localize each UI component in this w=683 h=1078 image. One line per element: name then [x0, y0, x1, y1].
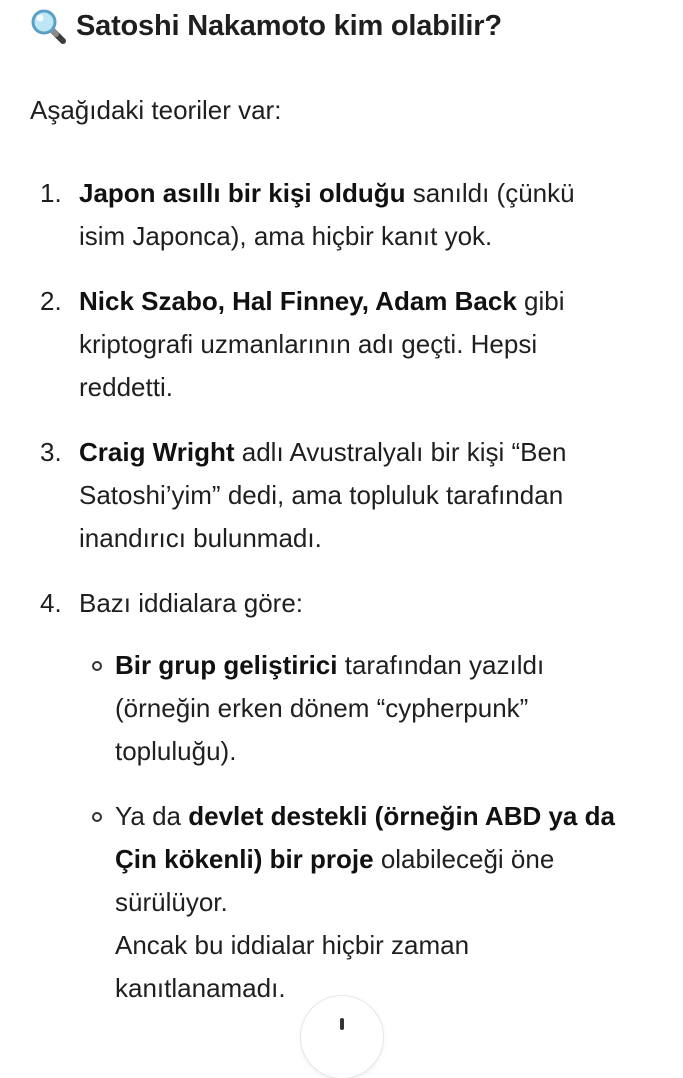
text-line	[115, 838, 660, 881]
text-line	[79, 172, 659, 215]
list-item-text	[79, 280, 659, 409]
plain-text: kanıtlanamadı.	[115, 973, 286, 1003]
circle-bullet-icon	[92, 661, 102, 671]
plain-text: Ya da	[115, 801, 189, 831]
bold-text: Bir grup geliştirici	[115, 650, 338, 680]
text-line	[79, 582, 659, 625]
list-number: 3.	[40, 437, 62, 467]
text-line	[115, 795, 660, 838]
bold-text: Çin kökenli) bir proje	[115, 844, 374, 874]
text-line	[115, 644, 660, 687]
plain-text: tarafından yazıldı	[337, 650, 545, 680]
text-line	[79, 323, 659, 366]
circle-bullet-icon	[92, 812, 102, 822]
bold-text: Nick Szabo, Hal Finney, Adam Back	[79, 286, 517, 316]
text-line	[79, 215, 659, 258]
text-line	[79, 431, 659, 474]
plain-text: topluluğu).	[115, 736, 237, 766]
plain-text: Ancak bu iddialar hiçbir zaman	[115, 930, 470, 960]
text-line	[79, 517, 659, 560]
bold-text: Craig Wright	[79, 437, 235, 467]
text-line	[115, 881, 660, 924]
sub-list-item-text	[115, 795, 660, 1010]
plain-text: isim Japonca), ama hiçbir kanıt yok.	[79, 221, 493, 251]
intro-text: Aşağıdaki teoriler var:	[30, 95, 282, 125]
plain-text: Satoshi’yim” dedi, ama topluluk tarafından	[79, 480, 564, 510]
scroll-down-button[interactable]	[301, 996, 383, 1078]
plain-text: kriptografi uzmanlarının adı geçti. Hepsi	[79, 329, 538, 359]
arrow-down-icon	[340, 1018, 344, 1030]
text-line	[115, 924, 660, 967]
heading-text: Satoshi Nakamoto kim olabilir?	[76, 9, 502, 42]
text-line	[79, 366, 659, 409]
list-item-text	[79, 172, 659, 258]
bold-text: devlet destekli (örneğin ABD ya da	[188, 801, 615, 831]
list-number: 4.	[40, 588, 62, 618]
list-number: 2.	[40, 286, 62, 316]
magnifying-glass-icon	[30, 8, 66, 44]
plain-text: Bazı iddialara göre:	[79, 588, 304, 618]
text-line	[115, 730, 660, 773]
plain-text: (örneğin erken dönem “cypherpunk”	[115, 693, 529, 723]
plain-text: gibi	[516, 286, 565, 316]
list-item-text	[79, 582, 659, 625]
text-line	[79, 474, 659, 517]
text-line	[115, 967, 660, 1010]
bold-text: Japon asıllı bir kişi olduğu	[79, 178, 406, 208]
text-line	[79, 280, 659, 323]
text-line	[115, 687, 660, 730]
list-number: 1.	[40, 178, 62, 208]
plain-text: olabileceği öne	[373, 844, 555, 874]
plain-text: sanıldı (çünkü	[405, 178, 575, 208]
section-heading	[30, 4, 502, 48]
plain-text: sürülüyor.	[115, 887, 228, 917]
plain-text: adlı Avustralyalı bir kişi “Ben	[234, 437, 567, 467]
plain-text: inandırıcı bulunmadı.	[79, 523, 322, 553]
plain-text: reddetti.	[79, 372, 173, 402]
list-item-text	[79, 431, 659, 560]
sub-list-item-text	[115, 644, 660, 773]
